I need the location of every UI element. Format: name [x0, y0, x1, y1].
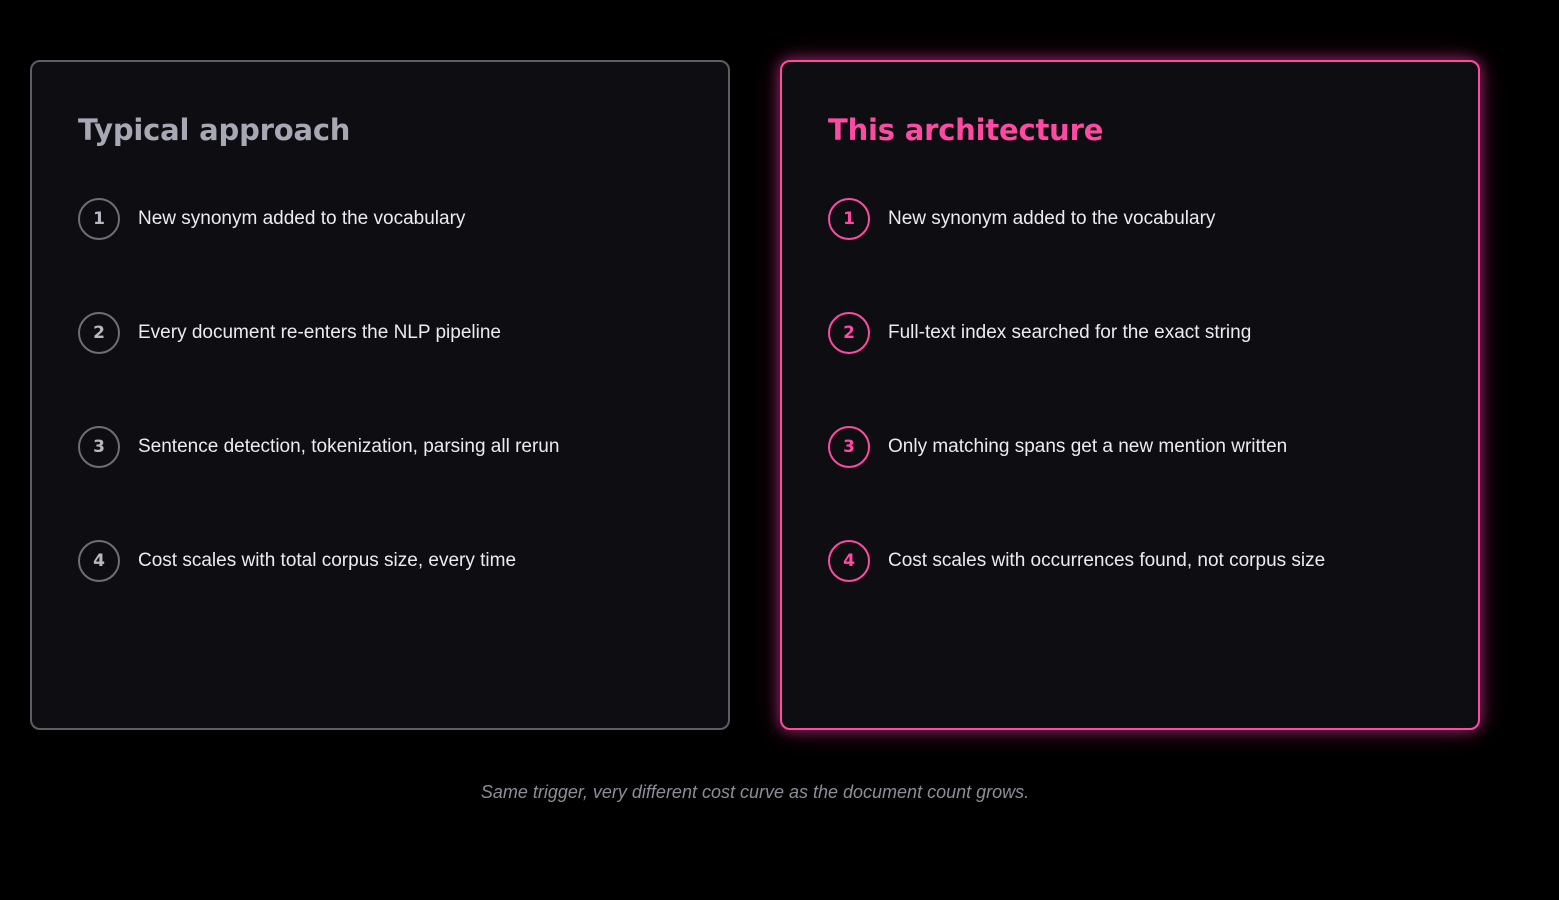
panel-title: Typical approach [78, 113, 351, 147]
step-number-badge: 3 [78, 426, 120, 468]
step-number-badge: 1 [828, 198, 870, 240]
step-text: New synonym added to the vocabulary [138, 208, 466, 229]
panel-title: This architecture [828, 113, 1104, 147]
step-text: Full-text index searched for the exact string [888, 322, 1252, 343]
caption: Same trigger, very different cost curve as the document count grows. [480, 782, 1030, 802]
typical-approach-panel [30, 60, 730, 730]
this-architecture-panel [780, 60, 1480, 730]
step-text: Every document re-enters the NLP pipeline [138, 322, 501, 343]
step-text: New synonym added to the vocabulary [888, 208, 1216, 229]
step-text: Only matching spans get a new mention written [888, 436, 1288, 457]
step-text: Cost scales with total corpus size, every time [138, 550, 517, 571]
step-number-badge: 4 [828, 540, 870, 582]
step-number-badge: 1 [78, 198, 120, 240]
step-text: Sentence detection, tokenization, parsing all rerun [138, 436, 560, 457]
step-number-badge: 3 [828, 426, 870, 468]
step-number-badge: 4 [78, 540, 120, 582]
step-text: Cost scales with occurrences found, not corpus size [888, 550, 1326, 571]
step-number-badge: 2 [78, 312, 120, 354]
step-number-badge: 2 [828, 312, 870, 354]
